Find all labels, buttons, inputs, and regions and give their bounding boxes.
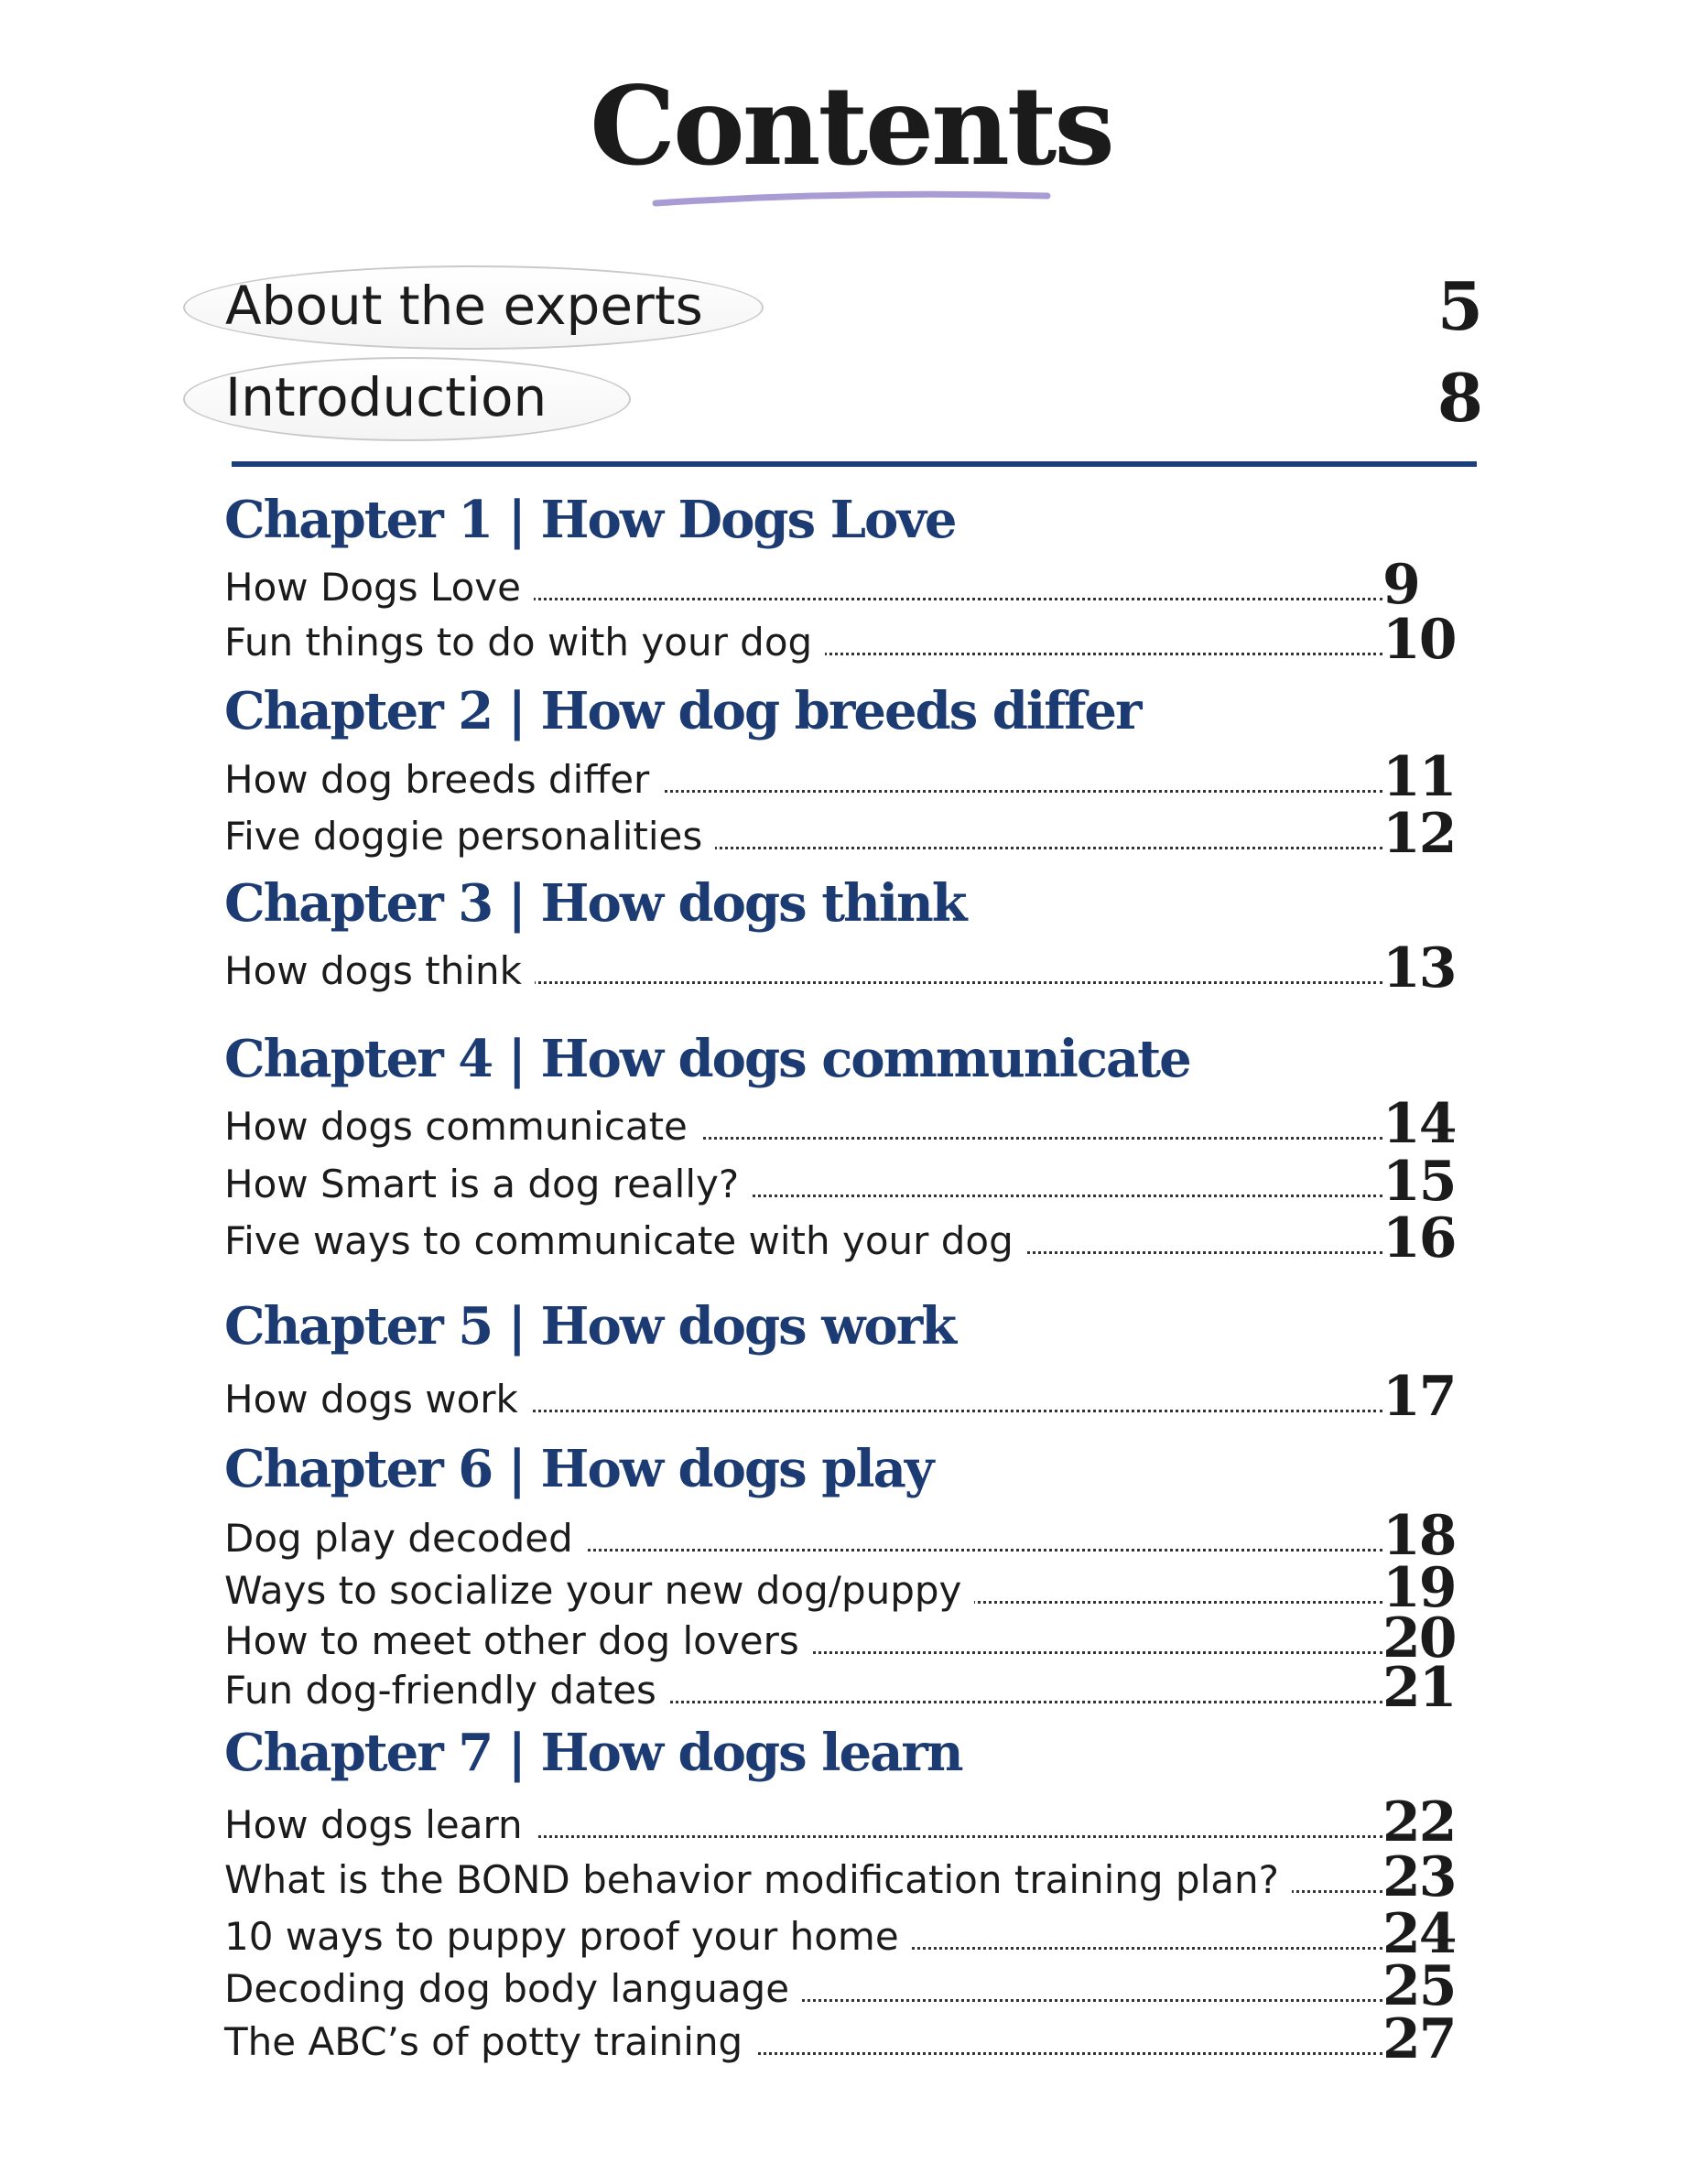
chapter-heading[interactable]: Chapter 7 | How dogs learn	[224, 1723, 962, 1783]
toc-entry-label: How dogs work	[224, 1377, 531, 1422]
toc-entry-label: Fun things to do with your dog	[224, 620, 825, 665]
toc-entry-label: How dogs communicate	[224, 1104, 700, 1149]
chapter-heading[interactable]: Chapter 3 | How dogs think	[224, 873, 966, 934]
toc-entry-page: 18	[1382, 1504, 1456, 1568]
toc-entry-page: 11	[1382, 745, 1456, 809]
toc-entry-page: 24	[1382, 1902, 1456, 1966]
toc-entry-page: 14	[1382, 1092, 1456, 1156]
toc-entry-label: About the experts	[225, 275, 703, 337]
toc-entry-introduction[interactable]	[183, 357, 1483, 439]
toc-entry[interactable]	[224, 1556, 1483, 1620]
toc-entry-page: 25	[1382, 1954, 1456, 2018]
toc-entry-page: 13	[1382, 936, 1456, 1000]
toc-entry[interactable]	[224, 1206, 1483, 1270]
toc-entry-label: What is the BOND behavior modification training plan?	[224, 1857, 1292, 1902]
toc-entry[interactable]	[224, 1365, 1483, 1429]
toc-entry-page: 27	[1382, 2007, 1456, 2071]
toc-entry[interactable]	[224, 1954, 1483, 2018]
toc-entry-page: 10	[1382, 608, 1456, 672]
toc-entry-page: 23	[1382, 1845, 1456, 1909]
toc-entry-label: Ways to socialize your new dog/puppy	[224, 1568, 974, 1613]
page-title: Contents	[590, 62, 1112, 189]
toc-entry[interactable]	[224, 1092, 1483, 1156]
toc-entry-label: How dogs learn	[224, 1802, 536, 1847]
toc-entry-page: 16	[1382, 1206, 1456, 1270]
toc-entry-page: 9	[1382, 553, 1419, 617]
toc-entry-label: How dogs think	[224, 948, 535, 993]
toc-entry[interactable]	[224, 553, 1483, 617]
toc-entry-page: 15	[1382, 1150, 1456, 1214]
toc-entry[interactable]	[224, 1902, 1483, 1966]
toc-entry-label: Five doggie personalities	[224, 814, 715, 859]
toc-entry-label: 10 ways to puppy proof your home	[224, 1914, 912, 1959]
toc-entry[interactable]	[224, 1504, 1483, 1568]
toc-entry[interactable]	[224, 1790, 1483, 1854]
toc-entry[interactable]	[224, 1150, 1483, 1214]
toc-entry-label: The ABC’s of potty training	[224, 2019, 755, 2064]
toc-entry-page: 20	[1382, 1606, 1456, 1670]
toc-entry-label: Five ways to communicate with your dog	[224, 1218, 1026, 1263]
toc-entry[interactable]	[224, 1606, 1483, 1670]
toc-entry-page: 21	[1382, 1656, 1456, 1720]
chapter-heading[interactable]: Chapter 1 | How Dogs Love	[224, 490, 956, 550]
toc-entry-label: Introduction	[225, 366, 547, 428]
toc-entry-page: 12	[1382, 802, 1456, 866]
toc-entry-page: 5	[1436, 267, 1483, 345]
chapter-heading[interactable]: Chapter 5 | How dogs work	[224, 1296, 956, 1357]
title-underline	[650, 183, 1053, 211]
toc-entry[interactable]	[224, 936, 1483, 1000]
toc-entry[interactable]	[224, 608, 1483, 672]
toc-entry-label: How to meet other dog lovers	[224, 1618, 812, 1663]
toc-entry-label: How Smart is a dog really?	[224, 1162, 752, 1206]
toc-entry[interactable]	[224, 802, 1483, 866]
toc-entry-label: How dog breeds differ	[224, 757, 662, 802]
chapter-heading[interactable]: Chapter 6 | How dogs play	[224, 1439, 933, 1499]
toc-entry-page: 8	[1436, 359, 1483, 437]
section-divider	[232, 461, 1477, 467]
toc-entry[interactable]	[224, 1845, 1483, 1909]
toc-entry-page: 22	[1382, 1790, 1456, 1854]
toc-entry-label: Dog play decoded	[224, 1516, 586, 1561]
toc-entry[interactable]	[224, 745, 1483, 809]
toc-entry-about-the-experts[interactable]	[183, 265, 1483, 348]
toc-entry-page: 17	[1382, 1365, 1456, 1429]
chapter-heading[interactable]: Chapter 2 | How dog breeds differ	[224, 681, 1141, 741]
toc-entry-page: 19	[1382, 1556, 1456, 1620]
toc-entry-label: How Dogs Love	[224, 565, 534, 610]
toc-entry-label: Decoding dog body language	[224, 1966, 802, 2011]
toc-entry-label: Fun dog-friendly dates	[224, 1668, 669, 1713]
chapter-heading[interactable]: Chapter 4 | How dogs communicate	[224, 1029, 1190, 1089]
toc-entry[interactable]	[224, 2007, 1483, 2071]
toc-entry[interactable]	[224, 1656, 1483, 1720]
